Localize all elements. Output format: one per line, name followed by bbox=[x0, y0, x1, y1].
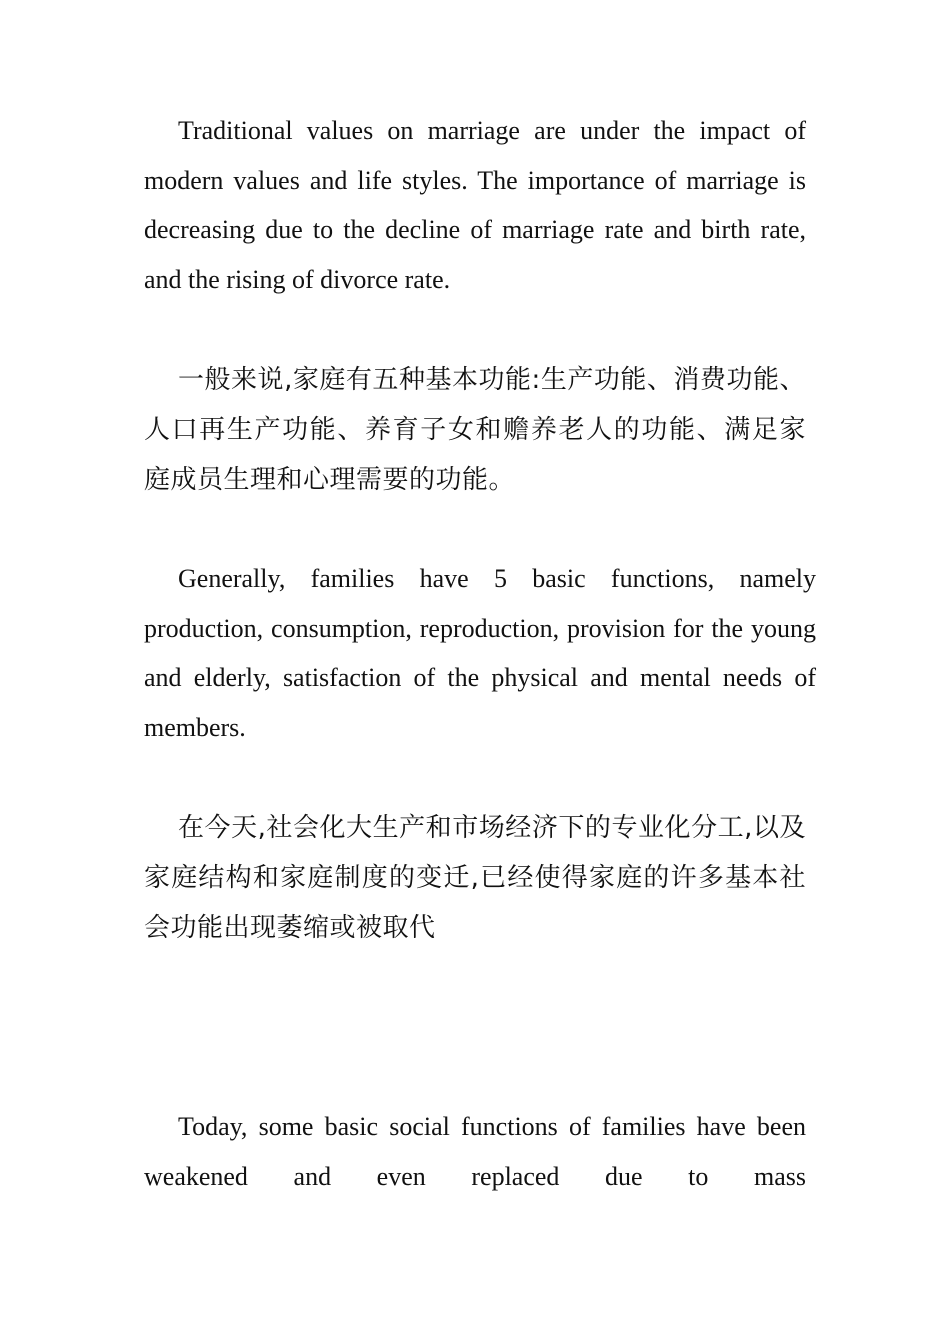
paragraph-family-functions-zh: 一般来说,家庭有五种基本功能:生产功能、消费功能、人口再生产功能、养育子女和赡养老人的功能、满足家庭成员生理和心理需要的功能。 bbox=[144, 365, 806, 495]
paragraph-family-functions-en: Generally, families have 5 basic functions, namely production, consumption, reproduction, provision for the young and elderly, satisfaction of the physical and mental needs of members. bbox=[144, 564, 816, 743]
paragraph-social-change-en: Today, some basic social functions of families have been weakened and even replaced due to mass bbox=[144, 1112, 806, 1191]
paragraph-social-change-zh: 在今天,社会化大生产和市场经济下的专业化分工,以及家庭结构和家庭制度的变迁,已经使得家庭的许多基本社会功能出现萎缩或被取代 bbox=[144, 813, 806, 943]
paragraph-marriage-values: Traditional values on marriage are under the impact of modern values and life styles. The importance of marriage is decreasing due to the decline of marriage rate and birth rate, and the rising of divorce rate. bbox=[144, 116, 806, 295]
